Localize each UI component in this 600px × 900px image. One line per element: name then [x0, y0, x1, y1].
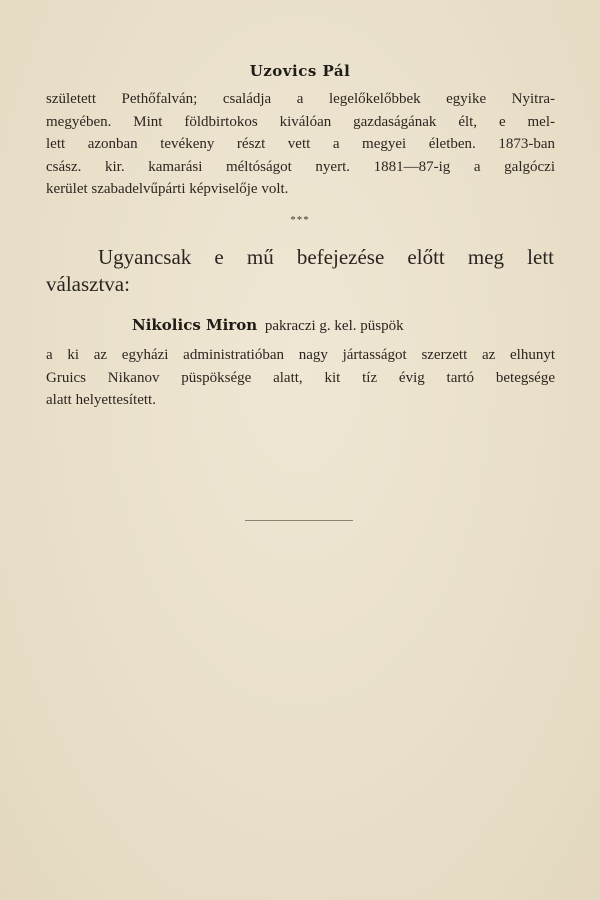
- intro-paragraph: [46, 244, 554, 298]
- end-rule: [245, 520, 353, 521]
- biography-uzovics: [46, 88, 555, 201]
- intro-line: Ugyancsak e mű befejezése előtt meg lett: [98, 245, 554, 269]
- text-line: csász. kir. kamarási méltóságot nyert. 1881—87-ig a galgóczi: [46, 158, 555, 175]
- text-line: alatt helyettesített.: [46, 392, 156, 408]
- intro-line: választva:: [46, 272, 130, 296]
- entry-name: Nikolics Miron: [132, 316, 258, 334]
- entry-heading-nikolics: [132, 316, 404, 335]
- text-line: lett azonban tevékeny részt vett a megyei életben. 1873-ban: [46, 136, 555, 152]
- entry-title: pakraczi g. kel. püspök: [264, 318, 404, 334]
- text-line: megyében. Mint földbirtokos kiválóan gazdaságának élt, e mel-: [46, 113, 555, 130]
- section-separator: ***: [290, 214, 310, 226]
- text-line: született Pethőfalván; családja a legelőkelőbbek egyike Nyitra-: [46, 91, 555, 107]
- text-line: Gruics Nikanov püspöksége alatt, kit tíz évig tartó betegsége: [46, 369, 555, 386]
- biography-nikolics: [46, 344, 555, 412]
- text-line: a ki az egyházi administratióban nagy jártasságot szerzett az elhunyt: [46, 347, 555, 363]
- text-line: kerület szabadelvűpárti képviselője volt.: [46, 181, 289, 197]
- entry-heading-uzovics: Uzovics Pál: [249, 62, 351, 80]
